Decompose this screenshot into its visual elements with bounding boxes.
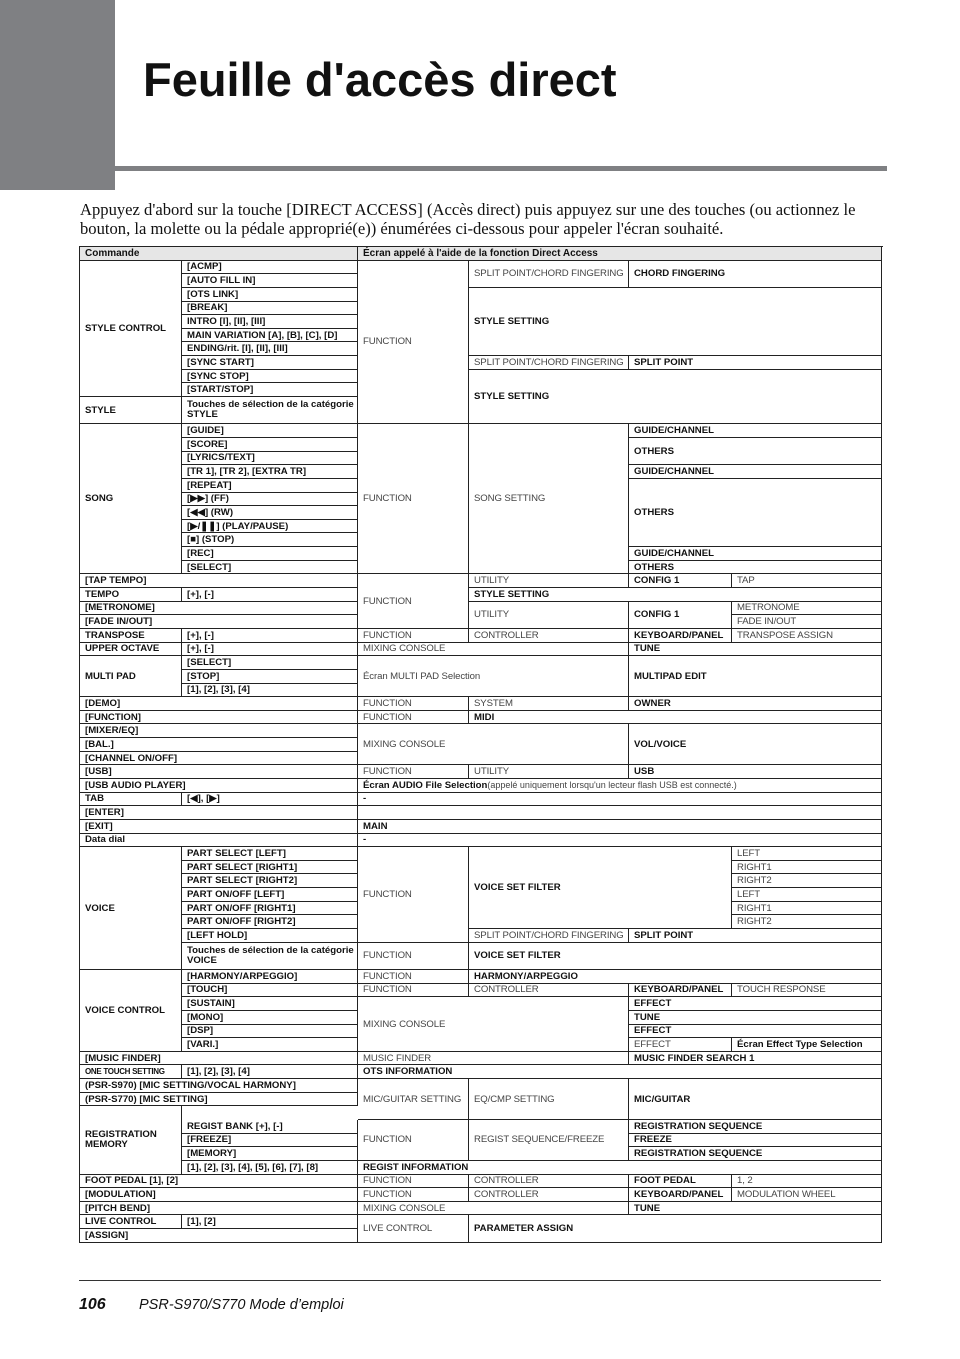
- table-cell: VOICE SET FILTER: [469, 847, 732, 929]
- table-cell: [USB AUDIO PLAYER]: [80, 779, 358, 793]
- table-cell: PART SELECT [RIGHT2]: [182, 874, 358, 888]
- table-cell: [USB]: [80, 765, 358, 779]
- table-cell: STYLE CONTROL: [80, 261, 182, 397]
- table-cell: TAB: [80, 793, 182, 807]
- table-cell: TOUCH RESPONSE: [732, 984, 882, 998]
- table-cell: STYLE SETTING: [469, 288, 882, 356]
- table-cell: SPLIT POINT/CHORD FINGERING: [469, 929, 629, 943]
- table-cell: PART ON/OFF [RIGHT2]: [182, 915, 358, 929]
- table-cell: KEYBOARD/PANEL: [629, 629, 732, 643]
- table-cell: [CHANNEL ON/OFF]: [80, 752, 358, 766]
- table-cell: EQ/CMP SETTING: [469, 1079, 629, 1120]
- table-cell: [▶/❚❚] (PLAY/PAUSE): [182, 520, 358, 534]
- table-cell: EFFECT: [629, 1025, 882, 1039]
- table-cell: Touches de sélection de la catégorie STYLE: [182, 397, 358, 424]
- table-cell: [+], [-]: [182, 629, 358, 643]
- table-cell: FUNCTION: [358, 697, 469, 711]
- table-cell: SONG SETTING: [469, 424, 629, 574]
- table-cell: MIC/GUITAR SETTING: [358, 1079, 469, 1120]
- table-cell: Écran Effect Type Selection: [732, 1038, 882, 1052]
- table-cell: [METRONOME]: [80, 602, 358, 616]
- table-cell: [1], [2], [3], [4]: [182, 1065, 358, 1079]
- table-cell: KEYBOARD/PANEL: [629, 1188, 732, 1202]
- table-cell: STYLE: [80, 397, 182, 424]
- table-cell: RIGHT2: [732, 874, 882, 888]
- table-cell: TUNE: [629, 1202, 882, 1216]
- table-cell: [GUIDE]: [182, 424, 358, 438]
- table-cell: LIVE CONTROL: [80, 1215, 182, 1229]
- table-cell: [SELECT]: [182, 656, 358, 670]
- table-cell: PART SELECT [LEFT]: [182, 847, 358, 861]
- table-cell: [358, 806, 882, 820]
- table-cell: MUSIC FINDER SEARCH 1: [629, 1052, 882, 1066]
- table-cell: [SUSTAIN]: [182, 997, 358, 1011]
- table-cell: METRONOME: [732, 602, 882, 616]
- table-cell: Écran MULTI PAD Selection: [358, 656, 629, 697]
- table-cell: OTHERS: [629, 479, 882, 547]
- table-cell: Touches de sélection de la catégorie VOICE: [182, 943, 358, 970]
- table-cell: TRANSPOSE: [80, 629, 182, 643]
- table-cell: [1], [2]: [182, 1215, 358, 1229]
- table-cell: [SYNC START]: [182, 356, 358, 370]
- table-cell: STYLE SETTING: [469, 370, 882, 425]
- table-cell: UTILITY: [469, 602, 629, 629]
- table-cell: [STOP]: [182, 670, 358, 684]
- footer-rule: [79, 1280, 881, 1281]
- table-cell: [TAP TEMPO]: [80, 574, 358, 588]
- table-cell: OTHERS: [629, 438, 882, 465]
- table-cell: FUNCTION: [358, 1120, 469, 1161]
- table-cell: [FADE IN/OUT]: [80, 615, 358, 629]
- title-rule: [115, 166, 887, 171]
- table-cell: [ASSIGN]: [80, 1229, 358, 1243]
- table-cell: [VARI.]: [182, 1038, 358, 1052]
- table-cell: [OTS LINK]: [182, 288, 358, 302]
- table-cell: [▶▶] (FF): [182, 493, 358, 507]
- table-cell: LIVE CONTROL: [358, 1215, 469, 1242]
- table-cell: UPPER OCTAVE: [80, 643, 182, 657]
- table-cell: SPLIT POINT: [629, 356, 882, 370]
- table-cell: GUIDE/CHANNEL: [629, 547, 882, 561]
- table-cell: OTHERS: [629, 561, 882, 575]
- table-cell: CONFIG 1: [629, 602, 732, 629]
- table-cell: MIXING CONSOLE: [358, 724, 629, 765]
- table-cell: [1], [2], [3], [4]: [182, 684, 358, 698]
- table-cell: MIDI: [469, 711, 882, 725]
- table-cell: INTRO [I], [II], [III]: [182, 315, 358, 329]
- table-cell: [MODULATION]: [80, 1188, 358, 1202]
- table-cell: [MEMORY]: [182, 1147, 358, 1161]
- sidebar-tab: [0, 0, 115, 190]
- header-command: Commande: [80, 247, 358, 261]
- table-cell: EFFECT: [629, 1038, 732, 1052]
- table-cell: [LYRICS/TEXT]: [182, 452, 358, 466]
- cell-main-text: Écran AUDIO File Selection: [363, 779, 488, 791]
- table-cell: VOICE CONTROL: [80, 970, 182, 1052]
- table-cell: MIXING CONSOLE: [358, 1202, 629, 1216]
- table-cell: TUNE: [629, 643, 882, 657]
- table-cell: FUNCTION: [358, 847, 469, 942]
- table-cell: [START/STOP]: [182, 383, 358, 397]
- table-cell: CONFIG 1: [629, 574, 732, 588]
- table-cell: REGIST INFORMATION: [358, 1161, 882, 1175]
- table-cell: TAP: [732, 574, 882, 588]
- table-cell: PART ON/OFF [LEFT]: [182, 888, 358, 902]
- table-cell: [REPEAT]: [182, 479, 358, 493]
- table-cell: [BREAK]: [182, 302, 358, 316]
- table-cell: FUNCTION: [358, 711, 469, 725]
- table-cell: MIC/GUITAR: [629, 1079, 882, 1120]
- table-cell: SPLIT POINT/CHORD FINGERING: [469, 356, 629, 370]
- table-cell: REGISTRATION SEQUENCE: [629, 1147, 882, 1161]
- table-cell: STYLE SETTING: [469, 588, 882, 602]
- table-cell: KEYBOARD/PANEL: [629, 984, 732, 998]
- table-cell: 1, 2: [732, 1175, 882, 1189]
- table-cell: [TR 1], [TR 2], [EXTRA TR]: [182, 465, 358, 479]
- table-cell: PART ON/OFF [RIGHT1]: [182, 902, 358, 916]
- table-cell: LEFT: [732, 847, 882, 861]
- table-cell: LEFT: [732, 888, 882, 902]
- table-cell: [LEFT HOLD]: [182, 929, 358, 943]
- table-cell: [SYNC STOP]: [182, 370, 358, 384]
- table-cell: [SELECT]: [182, 561, 358, 575]
- table-cell: FUNCTION: [358, 1175, 469, 1189]
- table-cell: FUNCTION: [358, 629, 469, 643]
- table-cell: Data dial: [80, 834, 358, 848]
- table-cell: CONTROLLER: [469, 984, 629, 998]
- table-cell: [MUSIC FINDER]: [80, 1052, 358, 1066]
- table-cell: [AUTO FILL IN]: [182, 274, 358, 288]
- table-cell: CONTROLLER: [469, 1175, 629, 1189]
- table-cell: PART SELECT [RIGHT1]: [182, 861, 358, 875]
- table-cell: [+], [-]: [182, 643, 358, 657]
- table-cell: [1], [2], [3], [4], [5], [6], [7], [8]: [182, 1161, 358, 1175]
- table-cell: OWNER: [629, 697, 882, 711]
- table-cell: [BAL.]: [80, 738, 358, 752]
- table-cell: TRANSPOSE ASSIGN: [732, 629, 882, 643]
- table-cell: [FUNCTION]: [80, 711, 358, 725]
- table-cell: [DEMO]: [80, 697, 358, 711]
- table-cell: FUNCTION: [358, 765, 469, 779]
- table-cell: FUNCTION: [358, 261, 469, 425]
- table-cell: [HARMONY/ARPEGGIO]: [182, 970, 358, 984]
- table-cell: MULTI PAD: [80, 656, 182, 697]
- table-cell: [DSP]: [182, 1025, 358, 1039]
- table-cell: CONTROLLER: [469, 1188, 629, 1202]
- table-cell: [+], [-]: [182, 588, 358, 602]
- table-cell: [REC]: [182, 547, 358, 561]
- table-cell: [MONO]: [182, 1011, 358, 1025]
- table-cell: GUIDE/CHANNEL: [629, 424, 882, 438]
- table-cell: FUNCTION: [358, 943, 469, 970]
- intro-text: Appuyez d'abord sur la touche [DIRECT ACCESS] (Accès direct) puis appuyez sur une des touches (ou actionnez le bouton, la molette ou la pédale approprié(e)) énumérées ci-dessous pour appeler l'écran souhaité.: [80, 200, 856, 238]
- table-cell: -: [358, 834, 882, 848]
- page-title: Feuille d'accès direct: [143, 53, 617, 106]
- table-cell: VOICE: [80, 847, 182, 970]
- table-cell: ENDING/rit. [I], [II], [III]: [182, 342, 358, 356]
- table-cell: SONG: [80, 424, 182, 574]
- table-cell: (PSR-S770) [MIC SETTING]: [80, 1093, 358, 1107]
- table-cell: CHORD FINGERING: [629, 261, 882, 288]
- cell-note-text: (appelé uniquement lorsqu'un lecteur flash USB est connecté.): [487, 779, 737, 790]
- table-cell: [358, 779, 882, 793]
- table-cell: -: [358, 793, 882, 807]
- table-cell: UTILITY: [469, 574, 629, 588]
- table-cell: TUNE: [629, 1011, 882, 1025]
- table-cell: VOL/VOICE: [629, 724, 882, 765]
- table-cell: [ACMP]: [182, 261, 358, 275]
- table-cell: MULTIPAD EDIT: [629, 656, 882, 697]
- table-cell: SPLIT POINT: [629, 929, 882, 943]
- table-cell: RIGHT2: [732, 915, 882, 929]
- table-cell: SPLIT POINT/CHORD FINGERING: [469, 261, 629, 288]
- table-cell: EFFECT: [629, 997, 882, 1011]
- table-cell: FUNCTION: [358, 424, 469, 574]
- table-cell: REGIST SEQUENCE/FREEZE: [469, 1120, 629, 1161]
- table-cell: [■] (STOP): [182, 533, 358, 547]
- direct-access-table: [79, 246, 883, 1243]
- table-cell: PARAMETER ASSIGN: [469, 1215, 882, 1242]
- table-cell: TEMPO: [80, 588, 182, 602]
- table-cell: FUNCTION: [358, 1188, 469, 1202]
- table-cell: [PITCH BEND]: [80, 1202, 358, 1216]
- table-cell: [TOUCH]: [182, 984, 358, 998]
- table-cell: [EXIT]: [80, 820, 358, 834]
- page-number: 106: [79, 1296, 106, 1313]
- table-cell: REGIST BANK [+], [-]: [182, 1120, 358, 1134]
- table-cell: MIXING CONSOLE: [358, 997, 629, 1052]
- table-cell: FOOT PEDAL: [629, 1175, 732, 1189]
- table-cell: HARMONY/ARPEGGIO: [469, 970, 882, 984]
- table-cell: [SCORE]: [182, 438, 358, 452]
- table-cell: MUSIC FINDER: [358, 1052, 629, 1066]
- table-cell: REGISTRATION MEMORY: [80, 1106, 182, 1174]
- table-cell: MIXING CONSOLE: [358, 643, 629, 657]
- table-cell: RIGHT1: [732, 902, 882, 916]
- table-cell: (PSR-S970) [MIC SETTING/VOCAL HARMONY]: [80, 1079, 358, 1093]
- table-cell: UTILITY: [469, 765, 629, 779]
- table-cell: GUIDE/CHANNEL: [629, 465, 882, 479]
- table-cell: FUNCTION: [358, 970, 469, 984]
- table-cell: FUNCTION: [358, 574, 469, 629]
- table-cell: FOOT PEDAL [1], [2]: [80, 1175, 358, 1189]
- table-cell: REGISTRATION SEQUENCE: [629, 1120, 882, 1134]
- table-cell: CONTROLLER: [469, 629, 629, 643]
- table-cell: VOICE SET FILTER: [469, 943, 882, 970]
- table-cell: ONE TOUCH SETTING: [80, 1065, 182, 1079]
- table-cell: [FREEZE]: [182, 1134, 358, 1148]
- table-cell: USB: [629, 765, 882, 779]
- table-cell: FUNCTION: [358, 984, 469, 998]
- manual-title: PSR-S970/S770 Mode d’emploi: [139, 1297, 344, 1313]
- table-cell: MAIN VARIATION [A], [B], [C], [D]: [182, 329, 358, 343]
- table-cell: MODULATION WHEEL: [732, 1188, 882, 1202]
- table-cell: RIGHT1: [732, 861, 882, 875]
- table-cell: FREEZE: [629, 1134, 882, 1148]
- table-cell: OTS INFORMATION: [358, 1065, 882, 1079]
- table-cell: SYSTEM: [469, 697, 629, 711]
- table-cell: [MIXER/EQ]: [80, 724, 358, 738]
- table-cell: MAIN: [358, 820, 882, 834]
- table-cell: [◀◀] (RW): [182, 506, 358, 520]
- table-cell: FADE IN/OUT: [732, 615, 882, 629]
- header-screen: Écran appelé à l'aide de la fonction Direct Access: [358, 247, 882, 261]
- table-cell: [◀], [▶]: [182, 793, 358, 807]
- table-cell: [ENTER]: [80, 806, 358, 820]
